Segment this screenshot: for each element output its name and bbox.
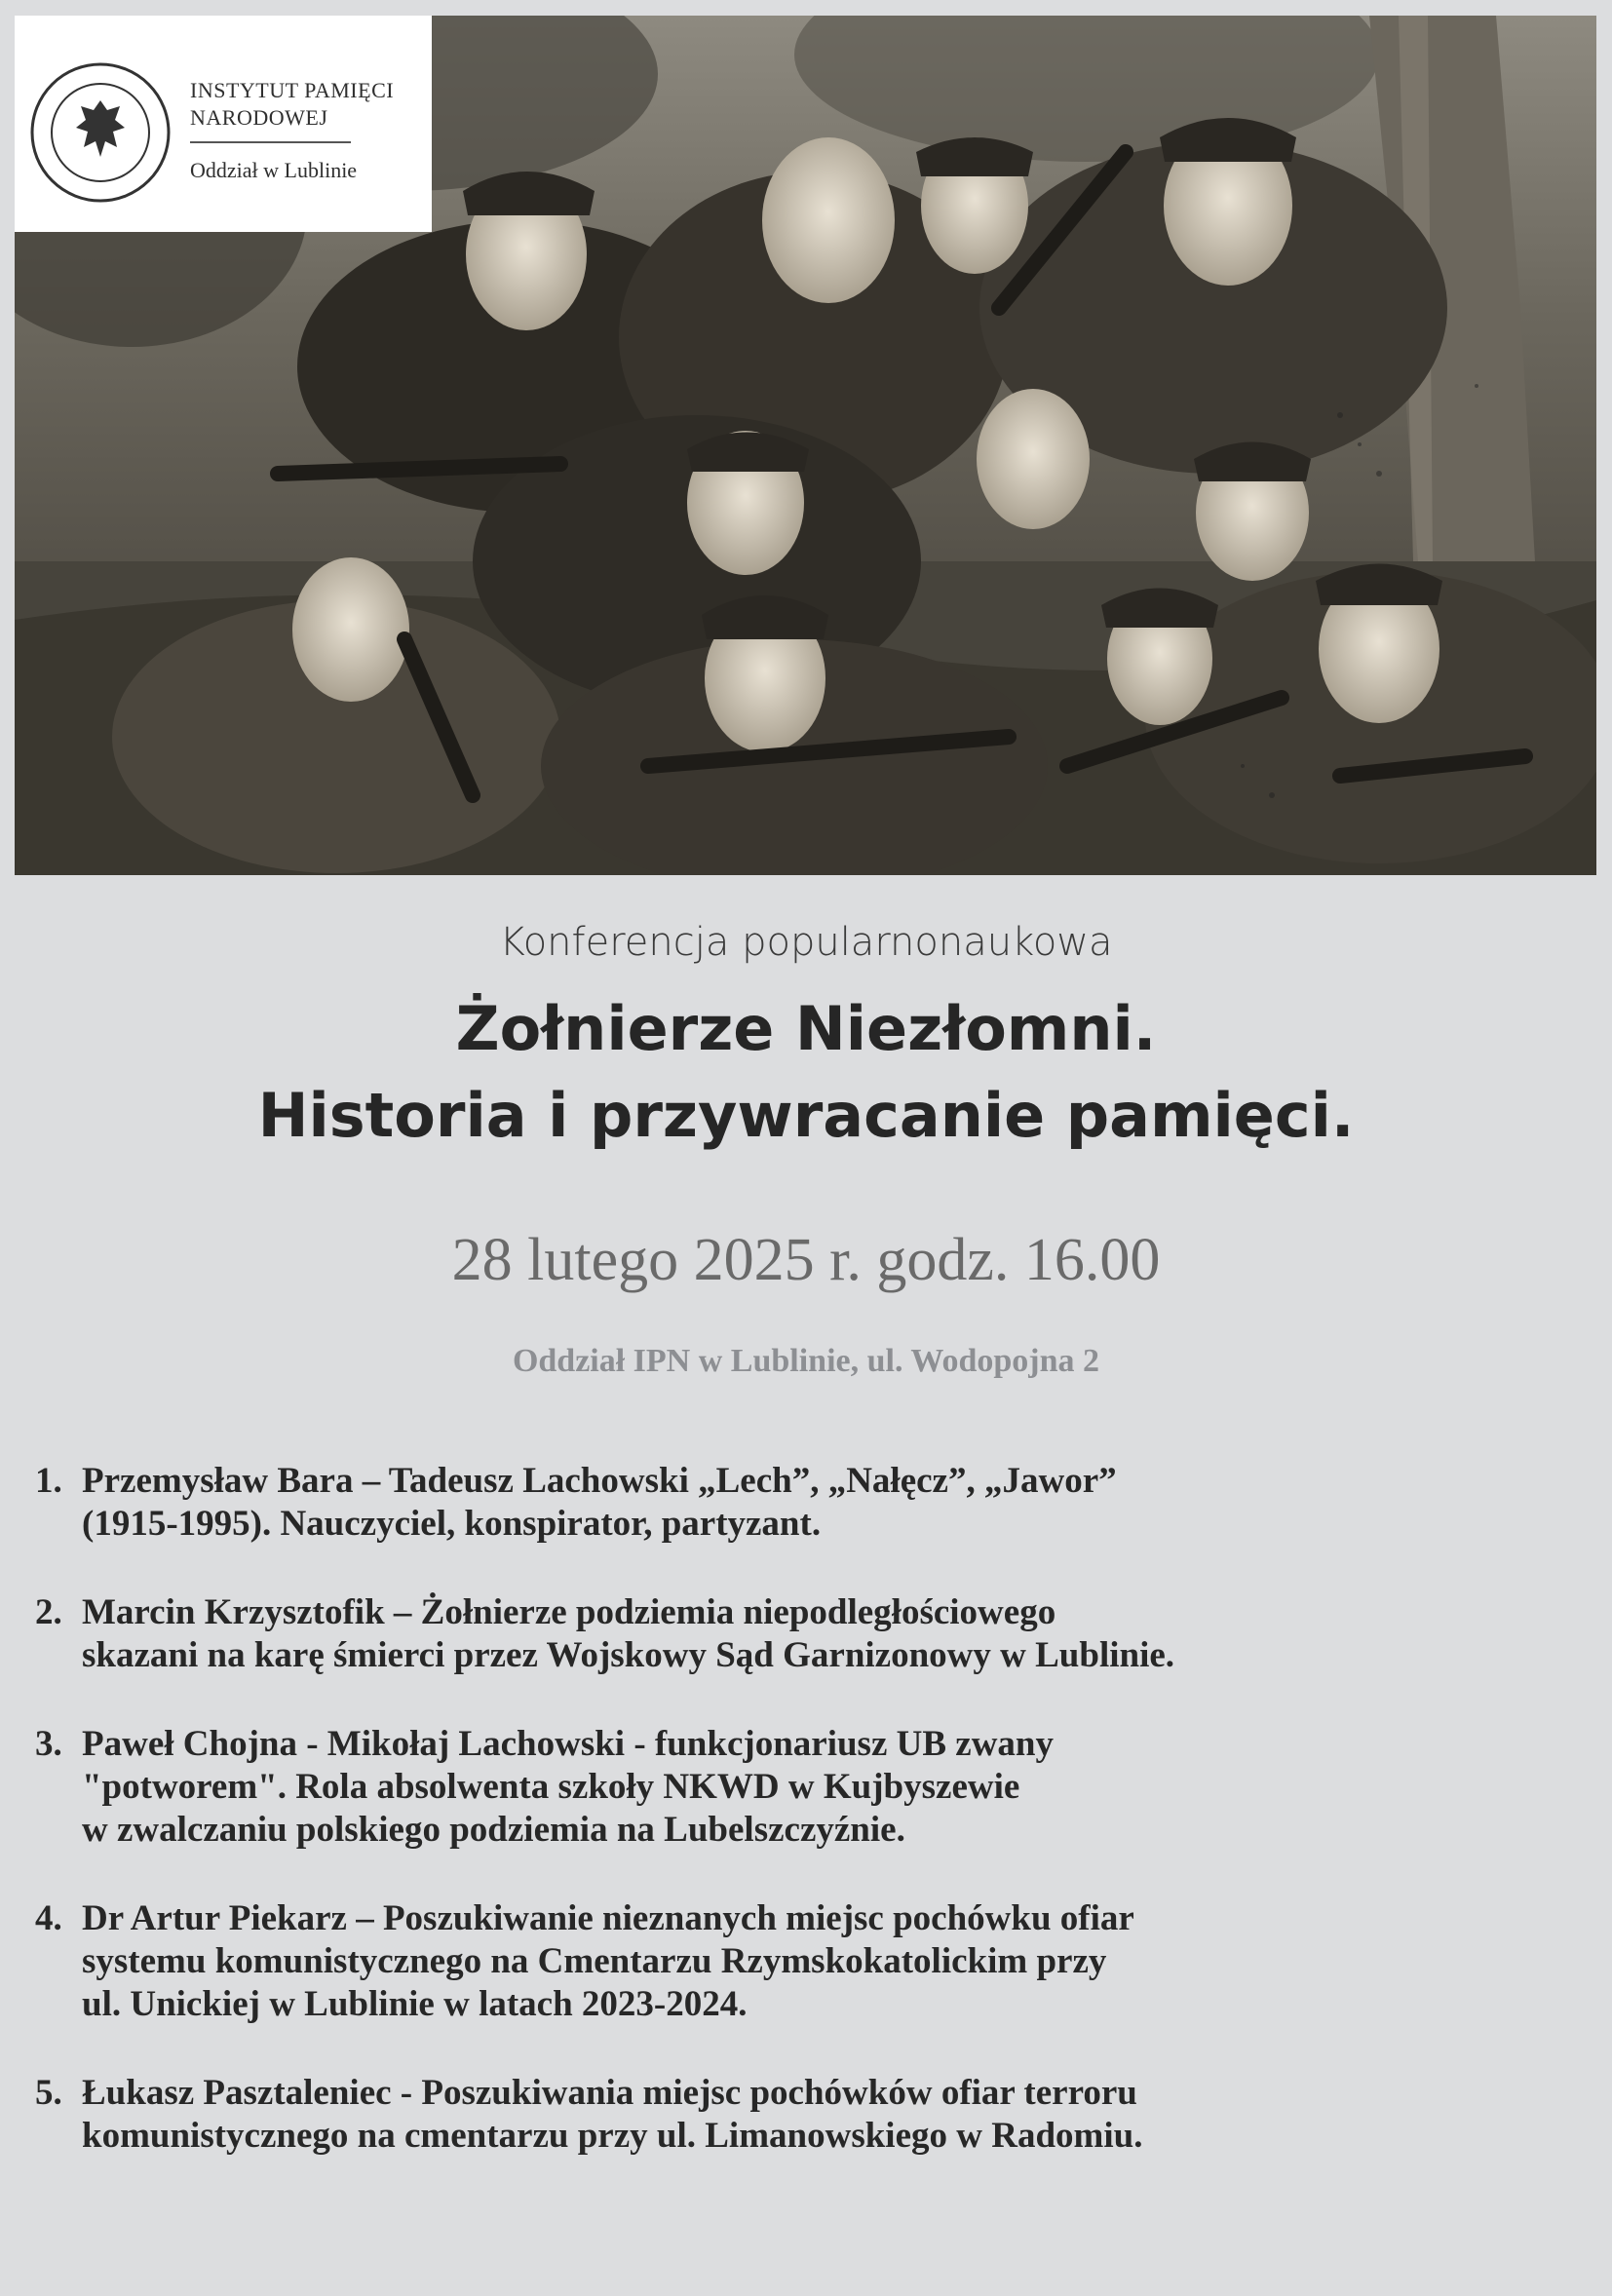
logo-divider	[190, 141, 351, 143]
conference-title-line1: Żołnierze Niezłomni.	[455, 993, 1157, 1064]
talk-line: systemu komunistycznego na Cmentarzu Rzymskokatolickim przy	[82, 1941, 1107, 1981]
logo-branch: Oddział w Lublinie	[190, 158, 358, 182]
talk-line: komunistycznego na cmentarzu przy ul. Limanowskiego w Radomiu.	[82, 2116, 1143, 2156]
ipn-logo-block	[15, 16, 432, 232]
talk-line: skazani na karę śmierci przez Wojskowy Sąd Garnizonowy w Lublinie.	[82, 1635, 1175, 1675]
talk-number: 5.	[35, 2073, 62, 2113]
list-item	[35, 1897, 1594, 2026]
talk-number: 4.	[35, 1898, 62, 1938]
talk-number: 1.	[35, 1461, 62, 1501]
talk-number: 3.	[35, 1724, 62, 1764]
conference-type: Konferencja popularnonaukowa	[499, 920, 1113, 965]
talk-number: 2.	[35, 1592, 62, 1632]
list-item	[35, 1591, 1594, 1677]
talk-line: ul. Unickiej w Lublinie w latach 2023-2024.	[82, 1984, 748, 2024]
talk-line: "potworem". Rola absolwenta szkoły NKWD w Kujbyszewie	[82, 1767, 1020, 1807]
event-venue: Oddział IPN w Lublinie, ul. Wodopojna 2	[512, 1343, 1100, 1379]
talk-line: Dr Artur Piekarz – Poszukiwanie nieznanych miejsc pochówku ofiar	[82, 1898, 1134, 1938]
logo-name-line2: NARODOWEJ	[190, 105, 328, 130]
talk-line: Przemysław Bara – Tadeusz Lachowski „Lech”, „Nałęcz”, „Jawor”	[82, 1461, 1117, 1501]
logo-name-line1: INSTYTUT PAMIĘCI	[190, 78, 395, 102]
program-list	[35, 1460, 1594, 2203]
talk-line: w zwalczaniu polskiego podziemia na Lubelszczyźnie.	[82, 1810, 905, 1850]
list-item	[35, 2072, 1594, 2158]
talk-line: Marcin Krzysztofik – Żołnierze podziemia niepodległościowego	[82, 1592, 1056, 1632]
talk-line: Paweł Chojna - Mikołaj Lachowski - funkcjonariusz UB zwany	[82, 1724, 1054, 1764]
talk-line: Łukasz Pasztaleniec - Poszukiwania miejsc pochówków ofiar terroru	[82, 2073, 1137, 2113]
list-item	[35, 1723, 1594, 1852]
conference-title-line2: Historia i przywracanie pamięci.	[257, 1080, 1355, 1151]
list-item	[35, 1460, 1594, 1546]
talk-line: (1915-1995). Nauczyciel, konspirator, partyzant.	[82, 1504, 822, 1544]
ipn-eagle-seal-icon	[27, 59, 173, 206]
event-date: 28 lutego 2025 r. godz. 16.00	[451, 1227, 1161, 1293]
